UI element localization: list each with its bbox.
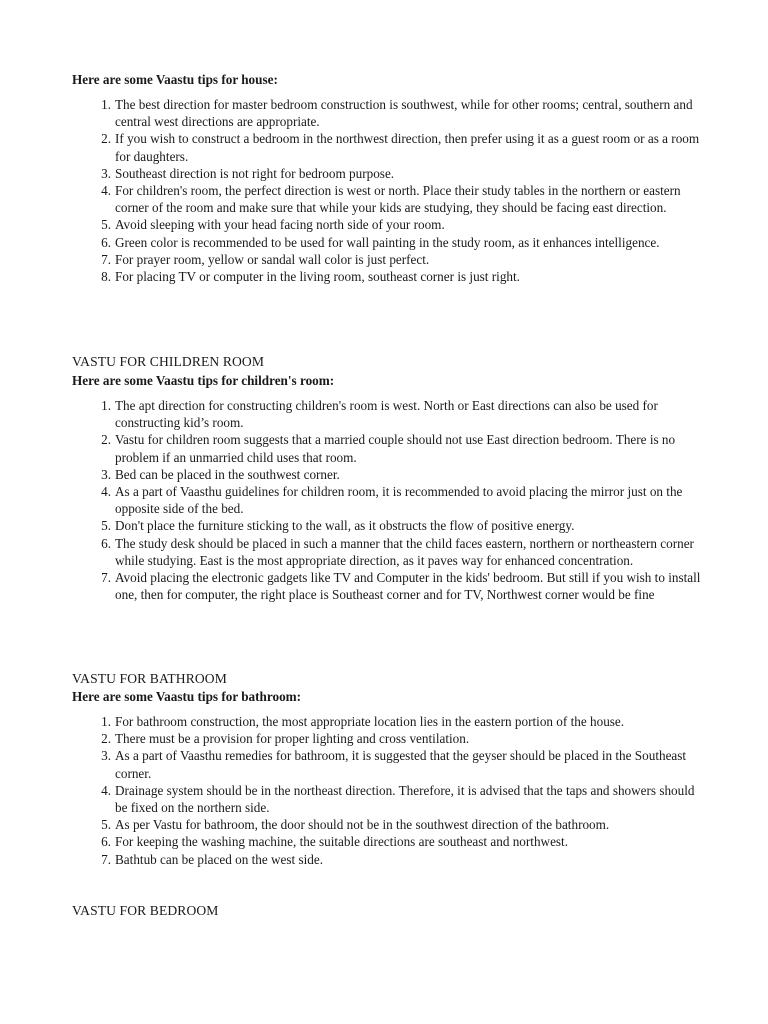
list-item bbox=[101, 182, 705, 216]
list-item bbox=[101, 535, 705, 569]
list-item bbox=[101, 251, 705, 268]
list-item-number: 3. bbox=[101, 165, 111, 181]
list-item-number: 4. bbox=[101, 183, 111, 199]
list-item-text: Green color is recommended to be used for wall painting in the study room, as it enhances intelligence. bbox=[115, 234, 660, 250]
list-item bbox=[101, 747, 705, 781]
list-item bbox=[101, 268, 705, 285]
list-item bbox=[101, 833, 705, 850]
list-item bbox=[101, 730, 705, 747]
list-item-text: The apt direction for constructing children's room is west. North or East directions can also be used for constructing kid’s room. bbox=[115, 398, 658, 431]
list-item bbox=[101, 130, 705, 164]
list-item-number: 1. bbox=[101, 398, 111, 413]
list-item-number: 3. bbox=[101, 466, 111, 482]
list-item-text: As a part of Vaasthu guidelines for children room, it is recommended to avoid placing the mirror just on the opposite side of the bed. bbox=[115, 484, 683, 517]
list-item-number: 7. bbox=[101, 570, 111, 586]
list-item bbox=[101, 851, 705, 868]
list-item bbox=[101, 782, 705, 816]
list-item-number: 5. bbox=[101, 817, 111, 833]
list-item-text: Bed can be placed in the southwest corner. bbox=[115, 466, 340, 482]
list-item-text: The study desk should be placed in such a manner that the child faces eastern, northern or northeastern corner while studying. East is the most appropriate direction, as it paves way for enhanced concentration. bbox=[115, 535, 694, 568]
list-item-text: For keeping the washing machine, the suitable directions are southeast and northwest. bbox=[115, 834, 569, 850]
list-item-text: If you wish to construct a bedroom in the northwest direction, then prefer using it as a guest room or as a room for daughters. bbox=[115, 131, 700, 164]
list-item bbox=[101, 397, 705, 431]
list-item-text: Don't place the furniture sticking to the wall, as it obstructs the flow of positive energy. bbox=[115, 518, 575, 534]
bathroom-tips-list bbox=[101, 713, 705, 868]
list-item-number: 6. bbox=[101, 234, 111, 250]
list-item-text: Drainage system should be in the northeast direction. Therefore, it is advised that the taps and showers should be fixed on the northern side. bbox=[115, 782, 695, 816]
children-room-title: VASTU FOR CHILDREN ROOM bbox=[72, 354, 265, 369]
list-item bbox=[101, 517, 705, 534]
list-item-number: 2. bbox=[101, 731, 111, 747]
list-item bbox=[101, 816, 705, 833]
list-item-number: 7. bbox=[101, 851, 111, 867]
list-item bbox=[101, 466, 705, 483]
list-item-text: Avoid placing the electronic gadgets like TV and Computer in the kids' bedroom. But still if you wish to install one, then for computer, the right place is Southeast corner and for TV, Northwest corner would be fine bbox=[115, 570, 701, 603]
list-item-text: For bathroom construction, the most appropriate location lies in the eastern portion of the house. bbox=[115, 714, 625, 729]
list-item-text: Avoid sleeping with your head facing north side of your room. bbox=[115, 217, 445, 233]
list-item bbox=[101, 165, 705, 182]
house-tips-heading: Here are some Vaastu tips for house: bbox=[72, 72, 278, 87]
list-item-number: 2. bbox=[101, 432, 111, 448]
list-item-number: 6. bbox=[101, 834, 111, 850]
list-item bbox=[101, 96, 705, 130]
list-item-text: For prayer room, yellow or sandal wall color is just perfect. bbox=[115, 251, 430, 267]
list-item-text: For placing TV or computer in the living room, southeast corner is just right. bbox=[115, 269, 520, 285]
list-item-text: As a part of Vaasthu remedies for bathroom, it is suggested that the geyser should be placed in the Southeast corner. bbox=[115, 748, 687, 781]
children-tips-list bbox=[101, 397, 705, 603]
list-item-text: The best direction for master bedroom construction is southwest, while for other rooms; central, southern and central west directions are appropriate. bbox=[115, 97, 693, 130]
house-tips-list bbox=[101, 96, 705, 285]
list-item-number: 5. bbox=[101, 217, 111, 233]
list-item-number: 3. bbox=[101, 748, 111, 764]
children-tips-heading: Here are some Vaastu tips for children's room: bbox=[72, 373, 335, 388]
list-item bbox=[101, 713, 705, 730]
list-item bbox=[101, 569, 705, 603]
list-item bbox=[101, 483, 705, 517]
bedroom-title: VASTU FOR BEDROOM bbox=[72, 903, 219, 918]
list-item-number: 7. bbox=[101, 251, 111, 267]
bathroom-title: VASTU FOR BATHROOM bbox=[72, 671, 227, 686]
list-item-number: 1. bbox=[101, 97, 111, 112]
list-item-number: 6. bbox=[101, 535, 111, 551]
list-item-number: 2. bbox=[101, 131, 111, 147]
list-item-number: 4. bbox=[101, 484, 111, 500]
list-item-text: For children's room, the perfect direction is west or north. Place their study tables in the northern or eastern corner of the room and make sure that while your kids are studying, they should be facing east direction. bbox=[115, 183, 681, 216]
list-item-text: Vastu for children room suggests that a married couple should not use East direction bedroom. There is no problem if an unmarried child uses that room. bbox=[115, 432, 676, 465]
list-item bbox=[101, 431, 705, 465]
list-item-number: 4. bbox=[101, 782, 111, 798]
list-item bbox=[101, 216, 705, 233]
list-item-text: Southeast direction is not right for bedroom purpose. bbox=[115, 165, 395, 181]
list-item-text: Bathtub can be placed on the west side. bbox=[115, 851, 324, 867]
list-item-number: 1. bbox=[101, 714, 111, 729]
list-item-number: 5. bbox=[101, 518, 111, 534]
list-item-text: There must be a provision for proper lighting and cross ventilation. bbox=[115, 731, 470, 747]
list-item-number: 8. bbox=[101, 269, 111, 285]
list-item-text: As per Vastu for bathroom, the door should not be in the southwest direction of the bathroom. bbox=[115, 817, 610, 833]
bathroom-tips-heading: Here are some Vaastu tips for bathroom: bbox=[72, 689, 302, 704]
list-item bbox=[101, 234, 705, 251]
